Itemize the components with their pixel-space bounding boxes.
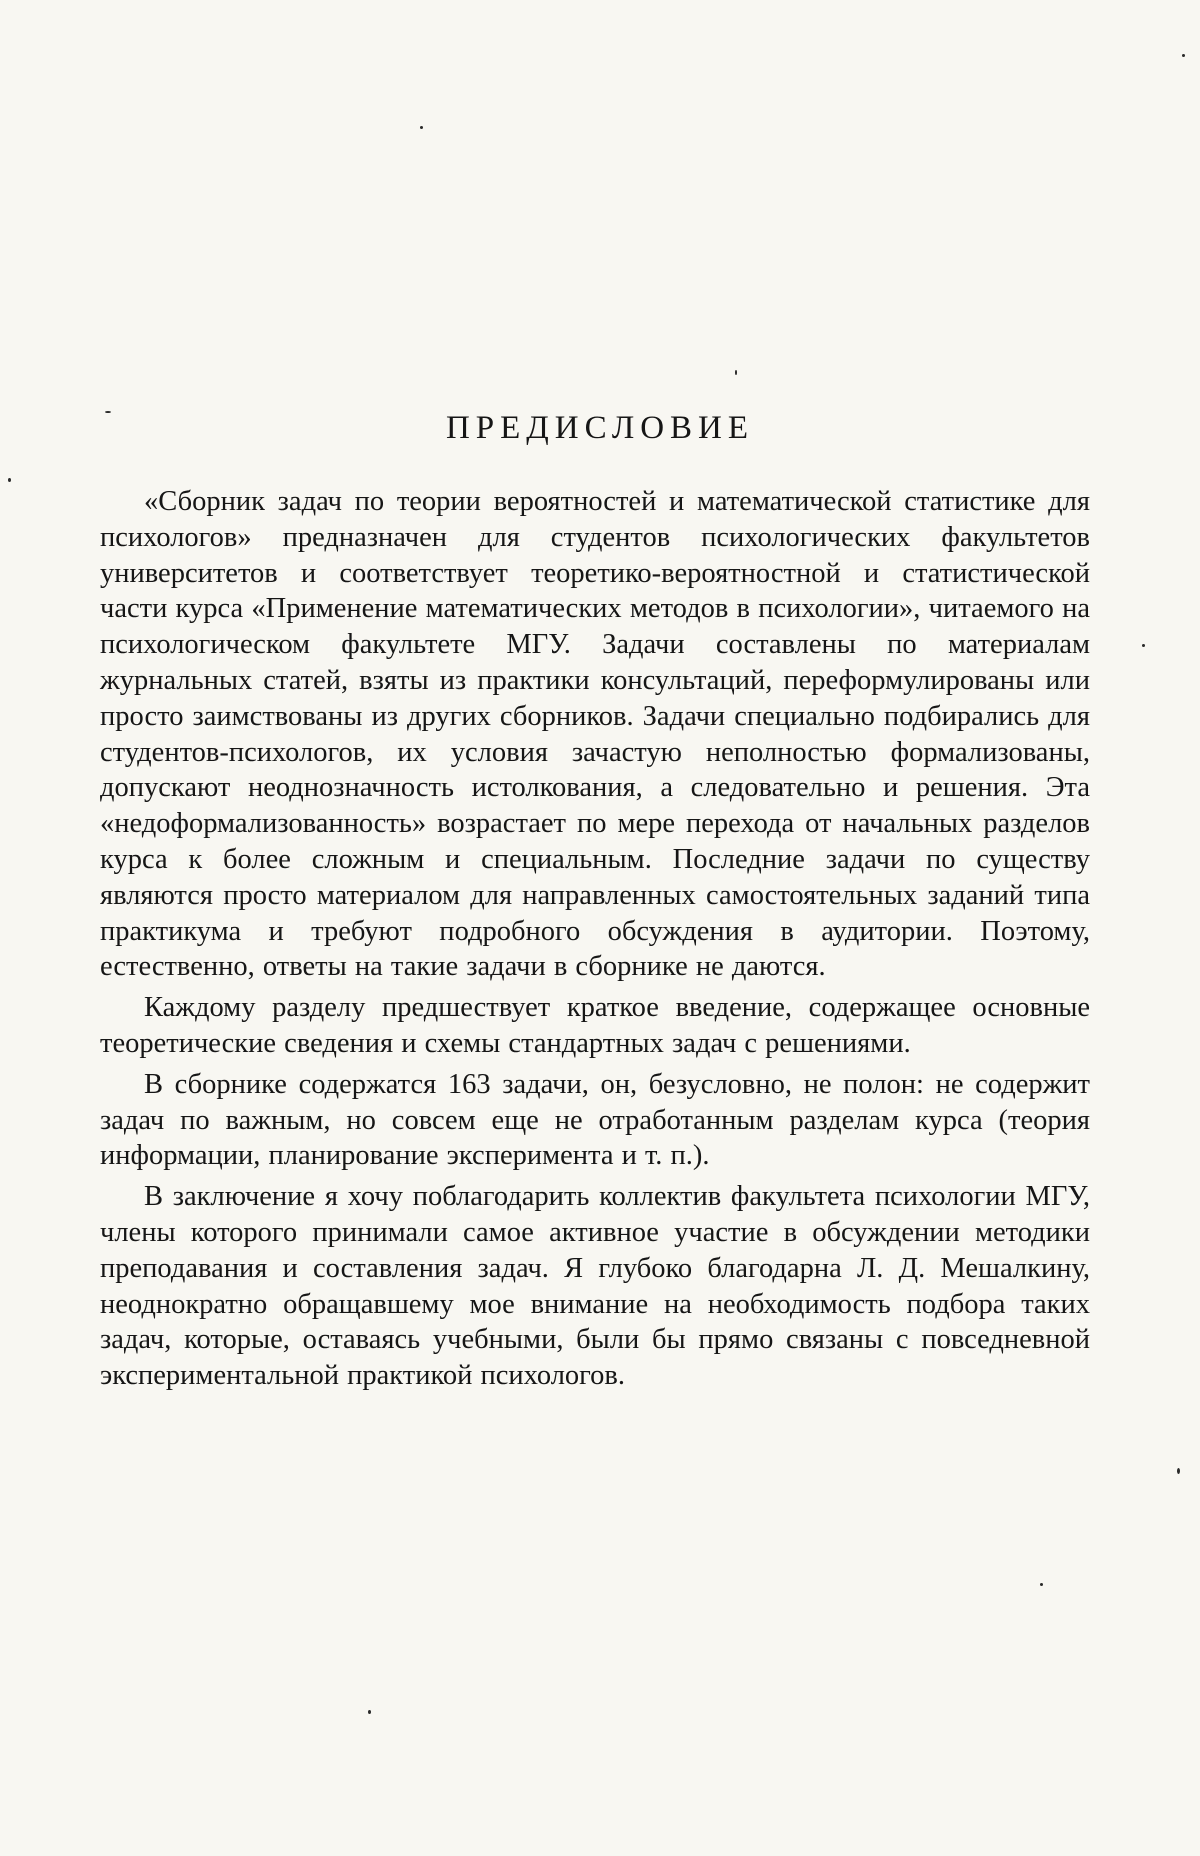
preface-paragraph: «Сборник задач по теории вероятностей и математической статистике для психологов» предназначен для студентов психологических факультетов университетов и соответствует теоретико-вероятностной и статистической части курса «Применение математических методов в психологии», читаемого на психологическом факультете МГУ. Задачи составлены по материалам журнальных статей, взяты из практики консультаций, переформулированы или просто заимствованы из других сборников. Задачи специально подбирались для студентов-психологов, их условия зачастую неполностью формализованы, допускают неоднозначность истолкования, а следовательно и решения. Эта «недоформализованность» возрастает по мере перехода от начальных разделов курса к более сложным и специальным. Последние задачи по существу являются просто материалом для направленных самостоятельных заданий типа практикума и требуют подробного обсуждения в аудитории. Поэтому, естественно, ответы на такие задачи в сборнике не даются. xyxy=(100,486,1090,983)
scan-speck xyxy=(368,1710,371,1714)
scan-speck xyxy=(420,126,423,129)
scan-speck xyxy=(735,370,737,375)
preface-body xyxy=(100,484,1090,1399)
scan-speck xyxy=(1182,54,1185,57)
scan-speck xyxy=(1040,1583,1043,1586)
scan-speck xyxy=(1142,644,1145,647)
preface-paragraph: В сборнике содержатся 163 задачи, он, безусловно, не полон: не содержит задач по важным, но совсем еще не отработанным разделам курса (теория информации, планирование эксперимента и т. п.). xyxy=(100,1068,1090,1172)
scan-speck xyxy=(8,478,11,482)
preface-paragraph: В заключение я хочу поблагодарить коллектив факультета психологии МГУ, члены которого принимали самое активное участие в обсуждении методики преподавания и составления задач. Я глубоко благодарна Л. Д. Мешалкину, неоднократно обращавшему мое внимание на необходимость подбора таких задач, которые, оставаясь учебными, были бы прямо связаны с повседневной экспериментальной практикой психологов. xyxy=(100,1181,1090,1392)
scan-speck xyxy=(1177,1468,1180,1474)
page-title: ПРЕДИСЛОВИЕ xyxy=(445,410,755,446)
preface-paragraph: Каждому разделу предшествует краткое введение, содержащее основные теоретические сведения и схемы стандартных задач с решениями. xyxy=(100,992,1090,1059)
